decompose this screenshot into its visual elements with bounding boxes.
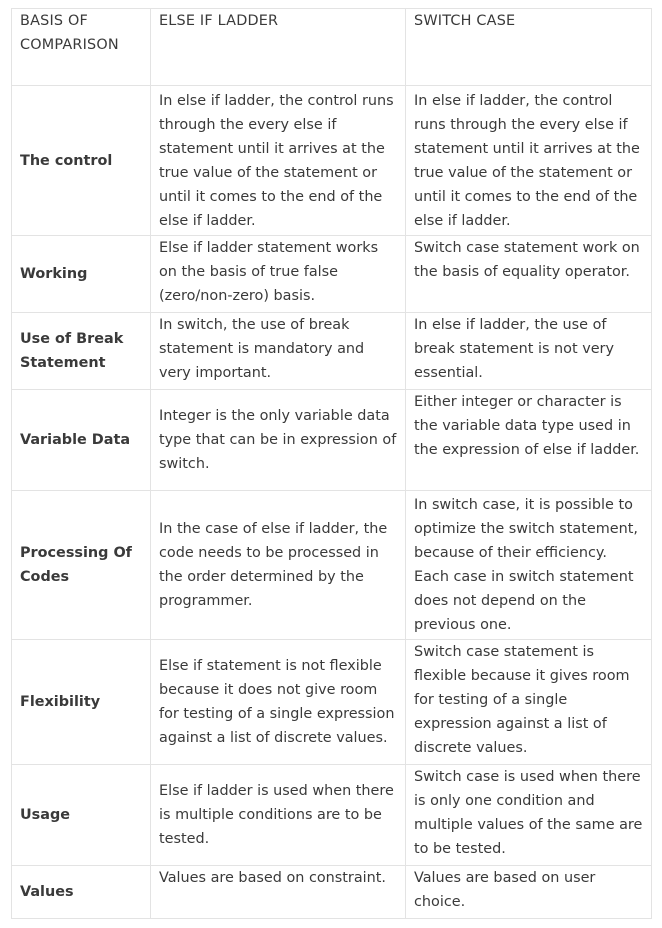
table-row xyxy=(12,236,652,313)
row-label-values: Values xyxy=(12,866,151,919)
else-if-cell xyxy=(151,491,406,640)
else-if-cell xyxy=(151,390,406,491)
header-row xyxy=(12,9,652,86)
switch-cell xyxy=(406,866,652,919)
switch-text: Values are based on user choice. xyxy=(414,870,596,910)
row-label-usage: Usage xyxy=(12,765,151,866)
row-label-break-statement: Use of Break Statement xyxy=(12,313,151,390)
table-row xyxy=(12,390,652,491)
else-if-text: Values are based on constraint. xyxy=(159,870,386,886)
table-row xyxy=(12,491,652,640)
row-label-processing-codes: Processing Of Codes xyxy=(12,491,151,640)
row-label-flexibility: Flexibility xyxy=(12,640,151,765)
switch-cell xyxy=(406,491,652,640)
else-if-cell xyxy=(151,86,406,236)
table-row xyxy=(12,313,652,390)
table-row xyxy=(12,765,652,866)
switch-text: In else if ladder, the use of break statement is not very essential. xyxy=(414,317,614,381)
else-if-text: Else if ladder is used when there is multiple conditions are to be tested. xyxy=(159,783,394,847)
switch-cell xyxy=(406,313,652,390)
row-label-control: The control xyxy=(12,86,151,236)
header-else-if-ladder: ELSE IF LADDER xyxy=(151,9,406,86)
row-label-working: Working xyxy=(12,236,151,313)
switch-text: Switch case statement work on the basis of equality operator. xyxy=(414,240,640,280)
table-row xyxy=(12,640,652,765)
switch-text: Switch case is used when there is only one condition and multiple values of the same are to be tested. xyxy=(414,769,643,857)
switch-cell xyxy=(406,236,652,313)
else-if-cell xyxy=(151,765,406,866)
row-label-variable-data: Variable Data xyxy=(12,390,151,491)
switch-text: In else if ladder, the control runs through the every else if statement until it arrives at the true value of the statement or until it comes to the end of the else if ladder. xyxy=(414,93,640,229)
else-if-cell xyxy=(151,640,406,765)
switch-cell xyxy=(406,640,652,765)
switch-cell xyxy=(406,390,652,491)
switch-text: Switch case statement is flexible because it gives room for testing of a single expression against a list of discrete values. xyxy=(414,644,630,756)
else-if-cell xyxy=(151,866,406,919)
switch-cell xyxy=(406,765,652,866)
switch-cell xyxy=(406,86,652,236)
else-if-text: In else if ladder, the control runs through the every else if statement until it arrives at the true value of the statement or until it comes to the end of the else if ladder. xyxy=(159,93,394,229)
else-if-text: In switch, the use of break statement is mandatory and very important. xyxy=(159,317,365,381)
else-if-cell xyxy=(151,236,406,313)
table-row xyxy=(12,86,652,236)
else-if-text: In the case of else if ladder, the code needs to be processed in the order determined by the programmer. xyxy=(159,521,388,609)
table-row xyxy=(12,866,652,919)
switch-text: In switch case, it is possible to optimize the switch statement, because of their efficiency. Each case in switch statement does not depend on the previous one. xyxy=(414,497,638,633)
else-if-text: Else if statement is not flexible because it does not give room for testing of a single expression against a list of discrete values. xyxy=(159,658,395,746)
comparison-table xyxy=(11,8,652,919)
else-if-text: Else if ladder statement works on the basis of true false (zero/non-zero) basis. xyxy=(159,240,379,304)
else-if-text: Integer is the only variable data type that can be in expression of switch. xyxy=(159,408,397,472)
switch-text: Either integer or character is the variable data type used in the expression of else if ladder. xyxy=(414,394,640,458)
header-basis: BASIS OF COMPARISON xyxy=(12,9,151,86)
else-if-cell xyxy=(151,313,406,390)
header-switch-case: SWITCH CASE xyxy=(406,9,652,86)
